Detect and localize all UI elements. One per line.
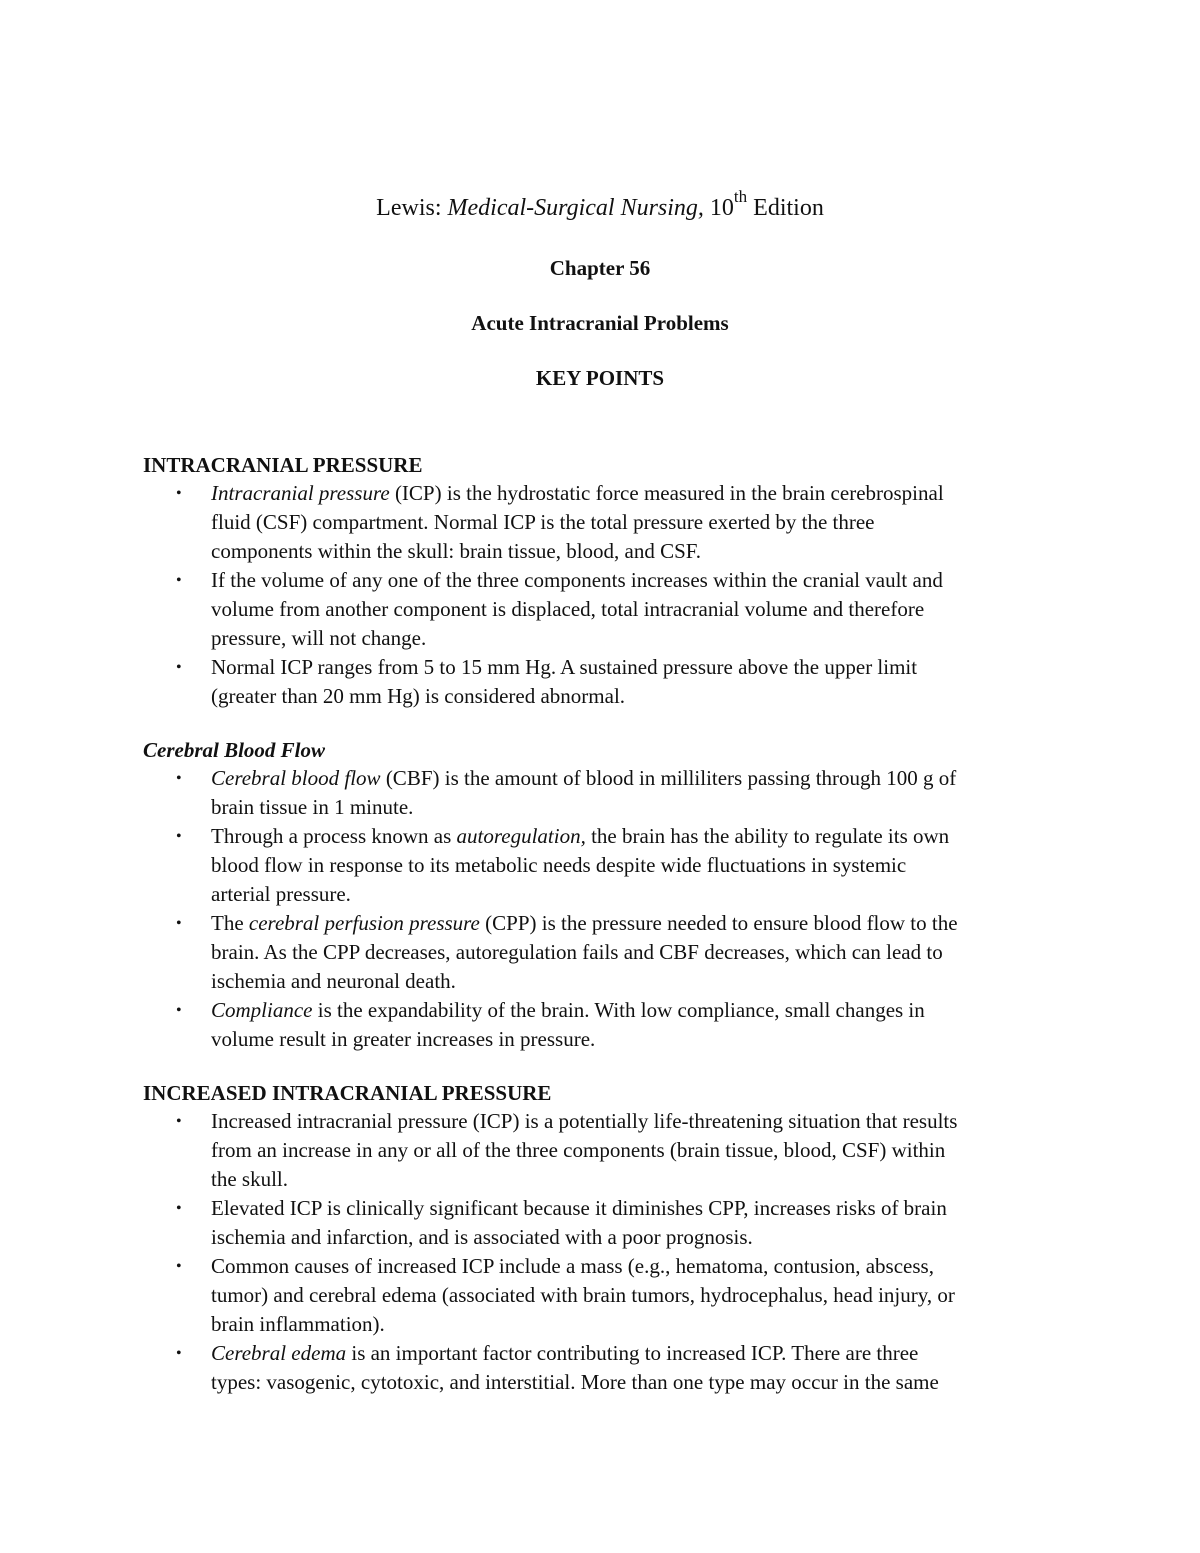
bullet-list [143,764,1063,1054]
item-text-line: is the expandability of the brain. With low compliance, small changes in [312,998,925,1022]
item-text-line: brain tissue in 1 minute. [211,795,414,819]
item-text-line: pressure, will not change. [211,626,427,650]
bullet-icon: • [176,1002,182,1019]
chapter-number: Chapter 56 [549,256,651,280]
item-text-line: Common causes of increased ICP include a mass (e.g., hematoma, contusion, abscess, [211,1254,934,1278]
item-text-line: Normal ICP ranges from 5 to 15 mm Hg. A sustained pressure above the upper limit [211,655,918,679]
item-text-line: brain inflammation). [211,1312,385,1336]
item-text-line: blood flow in response to its metabolic needs despite wide fluctuations in systemic [211,853,907,877]
bullet-icon: • [176,572,182,589]
key-term: Intracranial pressure [211,481,390,505]
bullet-icon: • [176,1113,182,1130]
item-text-line: the skull. [211,1167,288,1191]
item-text-line: Increased intracranial pressure (ICP) is a potentially life-threatening situation that results [211,1109,958,1133]
bullet-icon: • [176,770,182,787]
key-term: autoregulation, [456,824,586,848]
book-title: Medical-Surgical Nursing, [447,195,704,221]
item-text-line: ischemia and neuronal death. [211,969,456,993]
bullet-icon: • [176,1258,182,1275]
bullet-list [143,479,1063,711]
item-text-line: volume from another component is displaced, total intracranial volume and therefore [211,597,925,621]
author-name: Lewis: [376,195,442,221]
item-text-line: (ICP) is the hydrostatic force measured in the brain cerebrospinal [389,481,944,505]
item-text-line: the brain has the ability to regulate its own [585,824,950,848]
item-text-line: (greater than 20 mm Hg) is considered abnormal. [211,684,626,708]
section-intracranial-pressure [143,451,1063,711]
bullet-icon: • [176,1345,182,1362]
section-heading: Cerebral Blood Flow [143,738,326,762]
list-item [143,1107,1063,1194]
item-text-line: If the volume of any one of the three components increases within the cranial vault and [211,568,943,592]
item-text-line: from an increase in any or all of the three components (brain tissue, blood, CSF) within [211,1138,946,1162]
list-item [143,764,1063,822]
list-item [143,479,1063,566]
key-term: Compliance [211,998,313,1022]
list-item [143,909,1063,996]
bullet-icon: • [176,828,182,845]
edition-word: Edition [753,195,824,221]
item-text-line: is an important factor contributing to increased ICP. There are three [346,1341,919,1365]
key-term: Cerebral blood flow [211,766,381,790]
section-heading: INTRACRANIAL PRESSURE [143,453,423,477]
bullet-icon: • [176,915,182,932]
item-text-lead: Through a process known as [211,824,457,848]
book-title-line [0,188,1200,228]
edition-number: 10 [709,195,734,221]
item-text-lead: The [211,911,249,935]
bullet-icon: • [176,659,182,676]
edition-suffix: th [733,187,748,206]
list-item [143,1339,1063,1397]
bullet-icon: • [176,1200,182,1217]
list-item [143,566,1063,653]
list-item [143,996,1063,1054]
item-text-line: ischemia and infarction, and is associated with a poor prognosis. [211,1225,753,1249]
key-term: Cerebral edema [211,1341,347,1365]
key-points-heading: KEY POINTS [535,366,665,390]
item-text-line: types: vasogenic, cytotoxic, and interstitial. More than one type may occur in the same [211,1370,939,1394]
bullet-icon: • [176,485,182,502]
section-heading: INCREASED INTRACRANIAL PRESSURE [143,1081,552,1105]
item-text-line: arterial pressure. [211,882,351,906]
list-item [143,653,1063,711]
section-cerebral-blood-flow [143,736,1063,1054]
item-text-line: tumor) and cerebral edema (associated with brain tumors, hydrocephalus, head injury, or [211,1283,955,1307]
item-text-line: volume result in greater increases in pressure. [211,1027,596,1051]
list-item [143,1194,1063,1252]
item-text-line: (CBF) is the amount of blood in milliliters passing through 100 g of [380,766,957,790]
bullet-list [143,1107,1063,1397]
item-text-line: components within the skull: brain tissue, blood, and CSF. [211,539,702,563]
item-text-line: Elevated ICP is clinically significant because it diminishes CPP, increases risks of brain [211,1196,947,1220]
chapter-title: Acute Intracranial Problems [471,311,729,335]
item-text-line: fluid (CSF) compartment. Normal ICP is the total pressure exerted by the three [211,510,875,534]
list-item [143,822,1063,909]
section-increased-intracranial-pressure [143,1079,1063,1397]
item-text-line: (CPP) is the pressure needed to ensure blood flow to the [479,911,958,935]
key-term: cerebral perfusion pressure [248,911,480,935]
list-item [143,1252,1063,1339]
item-text-line: brain. As the CPP decreases, autoregulation fails and CBF decreases, which can lead to [211,940,943,964]
